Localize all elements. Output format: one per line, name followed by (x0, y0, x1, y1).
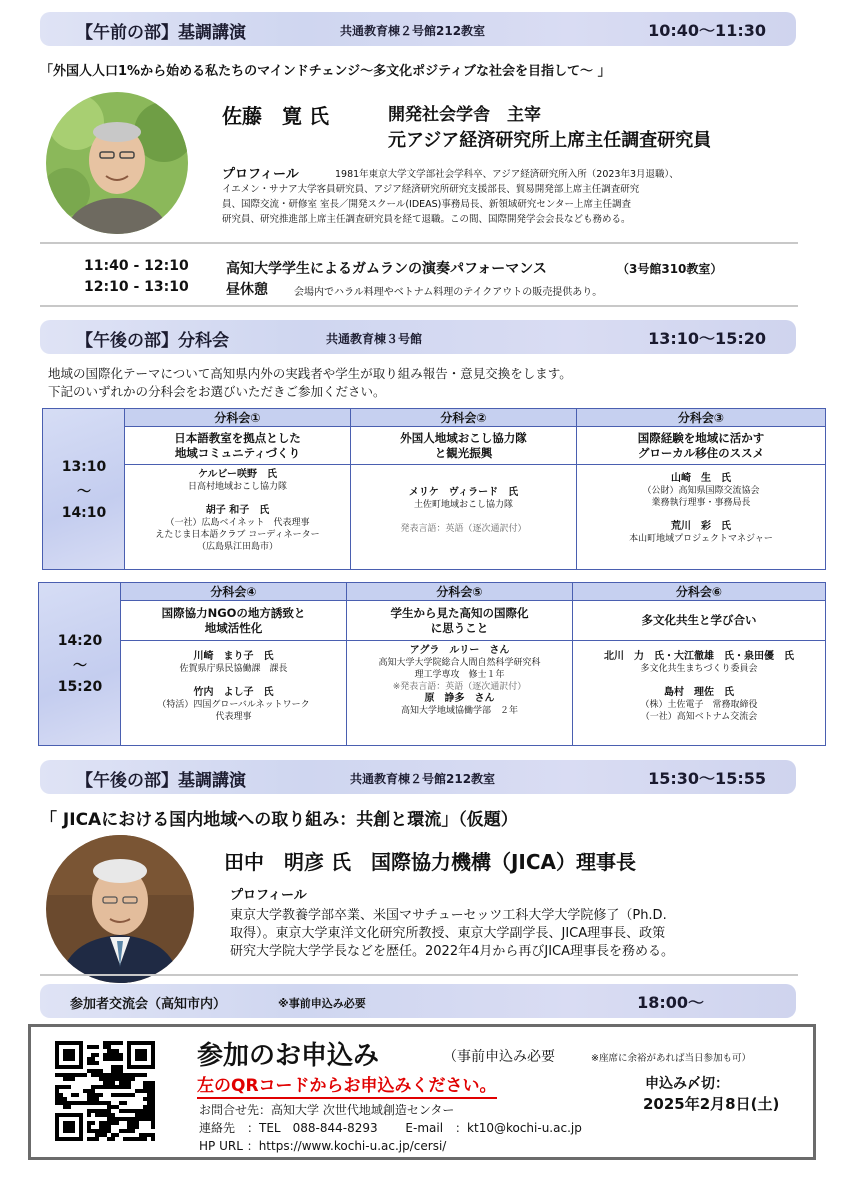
speaker-affiliation: （公財）高知県国際交流協会 (642, 486, 760, 496)
sato-portrait (46, 92, 188, 234)
session-head: 分科会② (351, 409, 576, 427)
divider (40, 242, 798, 244)
block-start-time: 13:10 (61, 459, 107, 475)
speaker-name: メリケ ヴィラード 氏 (408, 487, 519, 498)
speaker-affiliation: 多文化共生まちづくり委員会 (640, 664, 758, 674)
speaker-name: 山崎 生 氏 (671, 473, 731, 484)
keynote2-venue: 共通教育棟２号館212教室 (350, 772, 496, 786)
session-card (577, 409, 825, 569)
speaker-affiliation: 業務執行理事・事務局長 (651, 498, 751, 508)
session-block-time (39, 583, 121, 745)
schedule-title: 高知大学学生によるガムランの演奏パフォーマンス (226, 261, 547, 277)
sato-profile-line: 研究員、研究推進部上席主任調査研究員を経て退職。この間、国際開発学会会長なども務める。 (222, 214, 631, 225)
morning-title: 【午前の部】基調講演 (76, 23, 246, 43)
session-title: 外国人地域おこし協力隊 と観光振興 (351, 427, 576, 465)
speaker-affiliation: えたじま日本語クラブ コーディネーター (155, 530, 320, 540)
schedule-time: 11:40 - 12:10 (84, 258, 189, 274)
speaker-name: 川崎 まり子 氏 (193, 651, 274, 662)
session-head: 分科会⑤ (347, 583, 572, 601)
sato-name: 佐藤 寛 氏 (222, 104, 329, 128)
tanaka-speaker: 田中 明彦 氏 国際協力機構（JICA）理事長 (224, 850, 637, 874)
sato-role2: 元アジア経済研究所上席主任調査研究員 (388, 130, 712, 151)
speaker-affiliation: 佐賀県庁県民協働課 課長 (179, 664, 288, 674)
speaker-affiliation: （広島県江田島市） (196, 542, 278, 552)
speaker-affiliation (351, 475, 576, 487)
exchange-title: 参加者交流会（高知市内） (70, 997, 227, 1012)
session-title: 日本語教室を拠点とした 地域コミュニティづくり (125, 427, 350, 465)
session-speakers (347, 645, 572, 717)
session-card (351, 409, 577, 569)
keynote2-time: 15:30～15:55 (648, 769, 766, 788)
speaker-affiliation: （特活）四国グローバルネットワーク (157, 700, 310, 710)
speaker-name: 胡子 和子 氏 (205, 505, 270, 516)
contact-org: お問合せ先：高知大学 次世代地域創造センター (199, 1103, 455, 1117)
deadline-label: 申込み〆切： (645, 1076, 729, 1092)
sato-profile-line: 1981年東京大学文学部社会学科卒、アジア経済研究所入所（2023年3月退職）、 (335, 169, 679, 180)
afternoon-venue: 共通教育棟３号館 (326, 332, 423, 346)
session-speakers (577, 473, 825, 545)
application-box (28, 1024, 816, 1160)
block-end-time: 14:10 (61, 505, 107, 521)
speaker-affiliation (573, 675, 825, 687)
speaker-affiliation: 発表言語：英語（逐次通訳付） (400, 524, 527, 534)
keynote2-title: 【午後の部】基調講演 (76, 771, 246, 791)
divider (40, 974, 798, 976)
session-head: 分科会④ (121, 583, 346, 601)
speaker-affiliation: ※発表言語：英語（逐次通訳付） (392, 682, 527, 692)
afternoon-title: 【午後の部】分科会 (76, 331, 229, 351)
session-title: 多文化共生と学び合い (573, 601, 825, 641)
morning-header-band (40, 12, 796, 46)
tanaka-profile-line: 東京大学教養学部卒業、米国マサチューセッツ工科大学大学院修了（Ph.D. (230, 908, 667, 923)
session-card (121, 583, 347, 745)
exchange-note: ※事前申込み必要 (278, 997, 366, 1010)
speaker-affiliation (125, 493, 350, 505)
session-block-1 (42, 408, 826, 570)
morning-theme: 「外国人人口1%から始める私たちのマインドチェンジ～多文化ポジティブな社会を目指して～ 」 (40, 64, 611, 79)
apply-title: 参加のお申込み (197, 1041, 380, 1071)
speaker-affiliation: 高知大学地域協働学部 ２年 (400, 706, 518, 716)
speaker-affiliation: 土佐町地域おこし協力隊 (413, 500, 513, 510)
speaker-affiliation: 日高村地域おこし協力隊 (187, 482, 287, 492)
session-title: 国際経験を地域に活かす グローカル移住のススメ (577, 427, 825, 465)
session-card (573, 583, 825, 745)
speaker-name: 北川 力 氏・大江徹雄 氏・泉田優 氏 (604, 651, 794, 662)
speaker-name: 原 諍多 さん (424, 693, 495, 704)
speaker-affiliation: 代表理事 (215, 712, 252, 722)
schedule-title: 昼休憩 (226, 282, 268, 298)
session-speakers (351, 475, 576, 535)
speaker-affiliation: （一社）高知ベトナム交流会 (640, 712, 758, 722)
keynote2-header-band (40, 760, 796, 794)
afternoon-header-band (40, 320, 796, 354)
morning-time: 10:40～11:30 (648, 21, 766, 40)
session-speakers (125, 469, 350, 553)
afternoon-intro: 地域の国際化テーマについて高知県内外の実践者や学生が取り組み報告・意見交換をします。 (48, 366, 572, 381)
speaker-affiliation (351, 511, 576, 523)
session-card (347, 583, 573, 745)
schedule-time: 12:10 - 13:10 (84, 279, 189, 295)
block-time-tilde: ～ (77, 484, 91, 500)
divider (40, 305, 798, 307)
sato-profile-line: 員、国際交流・研修室 室長／開発スクール(IDEAS)事務局長、新領域研究センター上席主任調査 (222, 199, 632, 210)
session-card (125, 409, 351, 569)
afternoon-time: 13:10～15:20 (648, 329, 766, 348)
session-block-2 (38, 582, 826, 746)
keynote2-theme: 「 JICAにおける国内地域への取り組み：共創と環流」（仮題） (40, 810, 518, 830)
speaker-name: 竹内 よし子 氏 (193, 687, 274, 698)
tanaka-profile-line: 研究大学院大学学長などを歴任。2022年4月から再びJICA理事長を務める。 (230, 944, 674, 959)
block-start-time: 14:20 (57, 633, 103, 649)
session-head: 分科会③ (577, 409, 825, 427)
session-title: 国際協力NGOの地方誘致と 地域活性化 (121, 601, 346, 641)
speaker-affiliation: 理工学専攻 修士１年 (414, 670, 505, 680)
exchange-band (40, 984, 796, 1018)
block-time-tilde: ～ (73, 658, 87, 674)
speaker-name: 島村 理佐 氏 (664, 687, 734, 698)
block-end-time: 15:20 (57, 679, 103, 695)
qr-code-icon[interactable] (55, 1041, 155, 1141)
schedule-note: 会場内でハラル料理やベトナム料理のテイクアウトの販売提供あり。 (294, 287, 603, 298)
apply-sub: （事前申込み必要 (443, 1049, 555, 1065)
sato-role1: 開発社会学舎 主宰 (388, 105, 541, 125)
sato-profile-label: プロフィール (222, 167, 299, 182)
speaker-name: 荒川 彩 氏 (671, 521, 731, 532)
session-head: 分科会⑥ (573, 583, 825, 601)
contact-tel-email[interactable]: 連絡先 ：TEL 088-844-8293 E-mail ：kt10@kochi-u.ac.jp (199, 1121, 582, 1135)
tanaka-profile-line: 取得）。東京大学東洋文化研究所教授、東京大学副学長、JICA理事長、政策 (230, 926, 666, 941)
sato-profile-line: イエメン・サナア大学客員研究員、アジア経済研究所研究支援部長、貿易開発部上席主任調査研究 (222, 184, 640, 195)
session-block-time (43, 409, 125, 569)
tanaka-portrait (46, 835, 194, 983)
speaker-name: アグラ ルリー さん (409, 645, 510, 656)
speaker-name: ケルビー咲野 氏 (197, 469, 278, 480)
session-head: 分科会① (125, 409, 350, 427)
speaker-affiliation (577, 509, 825, 521)
qr-instruction-link[interactable]: 左のQRコードからお申込みください。 (197, 1071, 497, 1099)
tanaka-profile-label: プロフィール (230, 888, 307, 903)
contact-url-link[interactable]: HP URL ：https://www.kochi-u.ac.jp/cersi/ (199, 1139, 447, 1153)
speaker-affiliation: （株）土佐電子 常務取締役 (640, 700, 758, 710)
morning-venue: 共通教育棟２号館212教室 (340, 24, 486, 38)
speaker-affiliation: 高知大学大学院総合人間自然科学研究科 (378, 658, 541, 668)
schedule-note: （3号館310教室） (617, 262, 723, 276)
deadline-date: 2025年2月8日(土) (643, 1095, 780, 1113)
exchange-time: 18:00～ (637, 993, 704, 1012)
speaker-affiliation (121, 675, 346, 687)
afternoon-intro: 下記のいずれかの分科会をお選びいただきご参加ください。 (48, 384, 386, 399)
apply-sub-note: ※座席に余裕があれば当日参加も可） (591, 1053, 751, 1064)
speaker-affiliation: 本山町地域プロジェクトマネジャー (629, 534, 773, 544)
session-speakers (121, 651, 346, 723)
session-speakers (573, 651, 825, 723)
speaker-affiliation: （一社）広島ベイネット 代表理事 (165, 518, 310, 528)
session-title: 学生から見た高知の国際化 に思うこと (347, 601, 572, 641)
